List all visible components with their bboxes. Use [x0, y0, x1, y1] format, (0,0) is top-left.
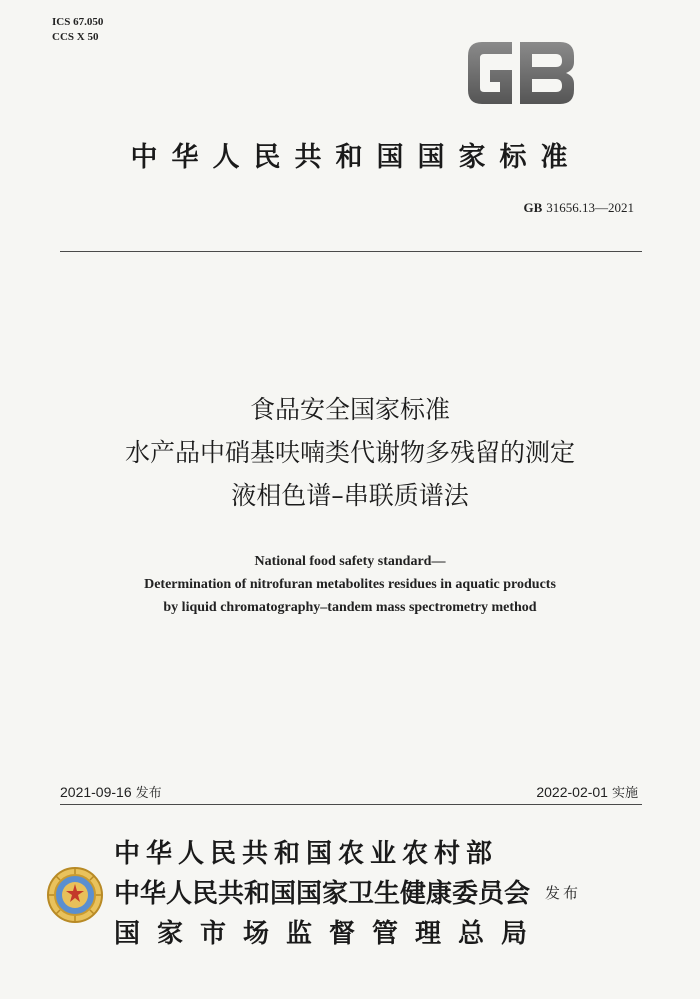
english-title-line-1: National food safety standard— [254, 554, 446, 569]
chinese-title-line-2: 水产品中硝基呋喃类代谢物多残留的测定 [124, 438, 575, 467]
issue-date [60, 782, 162, 801]
gb-logo [462, 34, 580, 112]
chinese-title-line-3: 液相色谱–串联质谱法 [231, 481, 469, 510]
publish-label: 发布 [545, 884, 582, 902]
english-title-line-3: by liquid chromatography–tandem mass spectrometry method [163, 600, 537, 615]
implementation-date-value: 2022-02-01 [536, 784, 608, 800]
standard-number [523, 200, 634, 216]
issue-date-label: 发布 [135, 786, 162, 801]
standard-prefix: GB [523, 200, 543, 215]
issue-date-value: 2021-09-16 [60, 784, 132, 800]
ccs-code: CCS X 50 [52, 31, 99, 43]
issuer-market-regulation: 国家市场监督管理总局 [114, 919, 545, 949]
ics-code: ICS 67.050 [52, 16, 104, 28]
issuer-ministry-agriculture: 中华人民共和国农业农村部 [114, 839, 499, 869]
national-standard-title: 中华人民共和国国家标准 [130, 142, 582, 173]
english-title [0, 550, 700, 619]
top-divider [60, 251, 642, 252]
chinese-title-line-1: 食品安全国家标准 [249, 395, 450, 424]
classification-codes [52, 15, 103, 45]
chinese-title [0, 388, 700, 517]
issuer-health-commission: 中华人民共和国国家卫生健康委员会 [114, 879, 531, 909]
standard-code: 31656.13—2021 [546, 200, 634, 215]
national-emblem-icon [46, 866, 104, 924]
implementation-date [536, 782, 638, 801]
implementation-date-label: 实施 [611, 786, 638, 801]
english-title-line-2: Determination of nitrofuran metabolites residues in aquatic products [144, 577, 556, 592]
bottom-divider [60, 804, 642, 805]
